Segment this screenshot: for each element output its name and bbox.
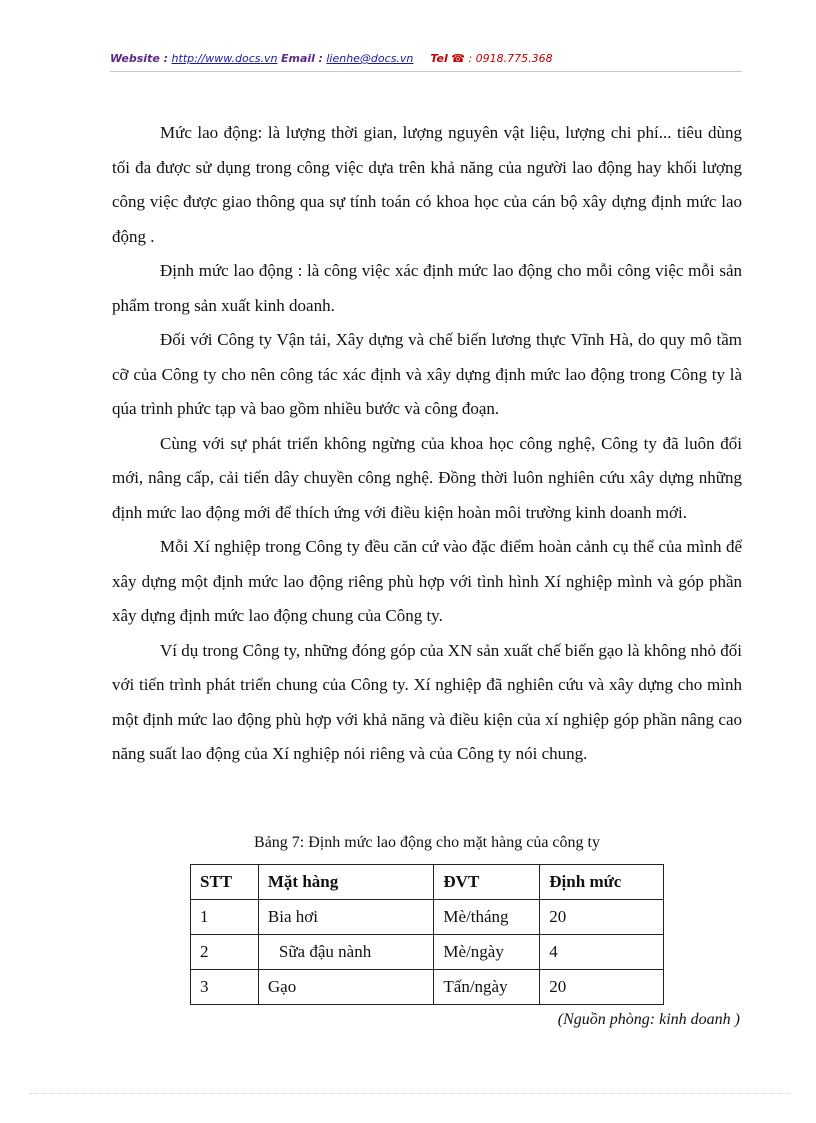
table-cell: 3 <box>191 970 259 1005</box>
table-row <box>191 900 664 935</box>
phone-number: 0918.775.368 <box>475 52 553 65</box>
table-cell: Sữa đậu nành <box>258 935 434 970</box>
phone-icon: ☎ <box>451 52 465 65</box>
table-cell: 2 <box>191 935 259 970</box>
header-cell: Mặt hàng <box>258 865 434 900</box>
footer-divider <box>30 1093 790 1094</box>
table-caption: Bảng 7: Định mức lao động cho mặt hàng của công ty <box>254 834 600 851</box>
table-source: (Nguồn phòng: kinh doanh ) <box>557 1011 740 1028</box>
tel-label: Tel <box>430 52 448 65</box>
table-cell: 20 <box>540 900 664 935</box>
website-label: Website : <box>110 52 169 65</box>
paragraph: Mức lao động: là lượng thời gian, lượng nguyên vật liệu, lượng chi phí... tiêu dùng tối đa được sử dụng trong công việc dựa trên khả năng của người lao động hay khối lượng công việc được giao thông qua sự tính toán có khoa học của cán bộ xây dựng định mức lao động . <box>112 123 742 246</box>
table-cell: Mè/ngày <box>434 935 540 970</box>
labor-norm-table <box>190 864 664 1005</box>
email-link[interactable]: lienhe@docs.vn <box>326 52 414 65</box>
table-cell: 20 <box>540 970 664 1005</box>
table-header-row <box>191 865 664 900</box>
paragraph: Mỗi Xí nghiệp trong Công ty đều căn cứ vào đặc điểm hoàn cảnh cụ thể của mình để xây dựng một định mức lao động riêng phù hợp với tình hình Xí nghiệp mình và góp phần xây dựng định mức lao động chung của Công ty. <box>112 537 742 625</box>
email-separator: : <box>318 52 323 65</box>
paragraph: Đối với Công ty Vận tải, Xây dựng và chế biến lương thực Vĩnh Hà, do quy mô tầm cỡ của Công ty cho nên công tác xác định và xây dựng định mức lao động trong Công ty là qúa trình phức tạp và bao gồm nhiều bước và công đoạn. <box>112 330 742 418</box>
header-cell: STT <box>191 865 259 900</box>
header-cell: Định mức <box>540 865 664 900</box>
table-cell: Tấn/ngày <box>434 970 540 1005</box>
paragraph: Ví dụ trong Công ty, những đóng góp của XN sản xuất chế biến gạo là không nhỏ đối với tiến trình phát triển chung của Công ty. Xí nghiệp đã nghiên cứu và xây dựng cho mình một định mức lao động phù hợp với khả năng và điều kiện của xí nghiệp góp phần nâng cao năng suất lao động của Xí nghiệp nói riêng và của Công ty nói chung. <box>112 640 742 763</box>
table-cell: Gạo <box>258 970 434 1005</box>
email-label: Email <box>280 52 315 65</box>
table-cell: Bia hơi <box>258 900 434 935</box>
header-cell: ĐVT <box>434 865 540 900</box>
table-cell: 4 <box>540 935 664 970</box>
header-divider <box>110 71 742 72</box>
table-row <box>191 970 664 1005</box>
page-header <box>110 52 742 70</box>
table-cell: Mè/tháng <box>434 900 540 935</box>
table-row <box>191 935 664 970</box>
paragraph: Cùng với sự phát triển không ngừng của khoa học công nghệ, Công ty đã luôn đổi mới, nâng cấp, cải tiến dây chuyền công nghệ. Đồng thời luôn nghiên cứu xây dựng những định mức lao động mới để thích ứng với điều kiện hoàn môi trường kinh doanh mới. <box>112 433 742 522</box>
phone-separator: : <box>468 52 473 65</box>
body-text <box>112 116 742 772</box>
table-cell: 1 <box>191 900 259 935</box>
paragraph: Định mức lao động : là công việc xác định mức lao động cho mỗi công việc mỗi sản phẩm trong sản xuất kinh doanh. <box>112 261 742 315</box>
website-link[interactable]: http://www.docs.vn <box>171 52 278 65</box>
